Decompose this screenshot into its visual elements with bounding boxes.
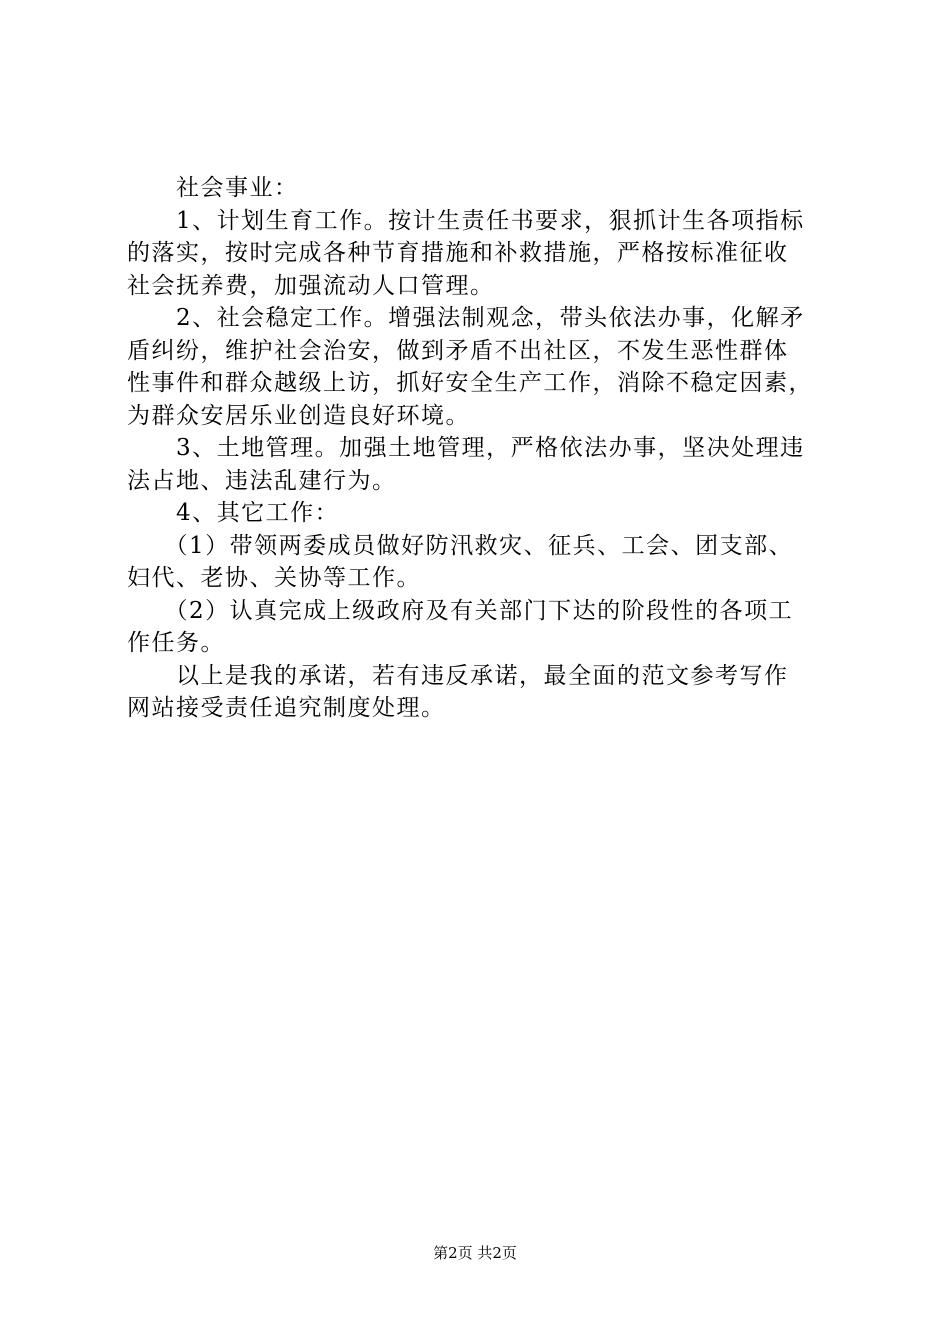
page-footer	[0, 1243, 950, 1263]
document-body	[127, 172, 827, 725]
text-line: 法占地、违法乱建行为。	[127, 467, 397, 494]
text-line: 的落实，按时完成各种节育措施和补救措施，严格按标准征收	[127, 240, 789, 266]
text-line: 妇代、老协、关协等工作。	[127, 565, 421, 591]
text-line: （1）带领两委成员做好防汛救灾、征兵、工会、团支部、	[127, 532, 794, 559]
text-line: （2）认真完成上级政府及有关部门下达的阶段性的各项工	[127, 597, 794, 624]
text-line: 作任务。	[127, 630, 225, 656]
text-line: 4、其它工作：	[127, 500, 340, 526]
page-number: 第2页 共2页	[433, 1244, 517, 1262]
text-line: 盾纠纷，维护社会治安，做到矛盾不出社区，不发生恶性群体	[127, 337, 789, 364]
text-line: 社会事业：	[127, 175, 299, 201]
text-line: 以上是我的承诺，若有违反承诺，最全面的范文参考写作	[127, 662, 789, 689]
text-line: 社会抚养费，加强流动人口管理。	[127, 272, 495, 299]
text-line: 1、计划生育工作。按计生责任书要求，狠抓计生各项指标	[127, 207, 805, 234]
text-line: 2、社会稳定工作。增强法制观念，带头依法办事，化解矛	[127, 305, 805, 331]
text-line: 网站接受责任追究制度处理。	[127, 695, 446, 721]
text-line: 3、土地管理。加强土地管理，严格依法办事，坚决处理违	[127, 435, 805, 461]
text-line: 为群众安居乐业创造良好环境。	[127, 402, 470, 429]
text-line: 性事件和群众越级上访，抓好安全生产工作，消除不稳定因素，	[127, 370, 813, 396]
